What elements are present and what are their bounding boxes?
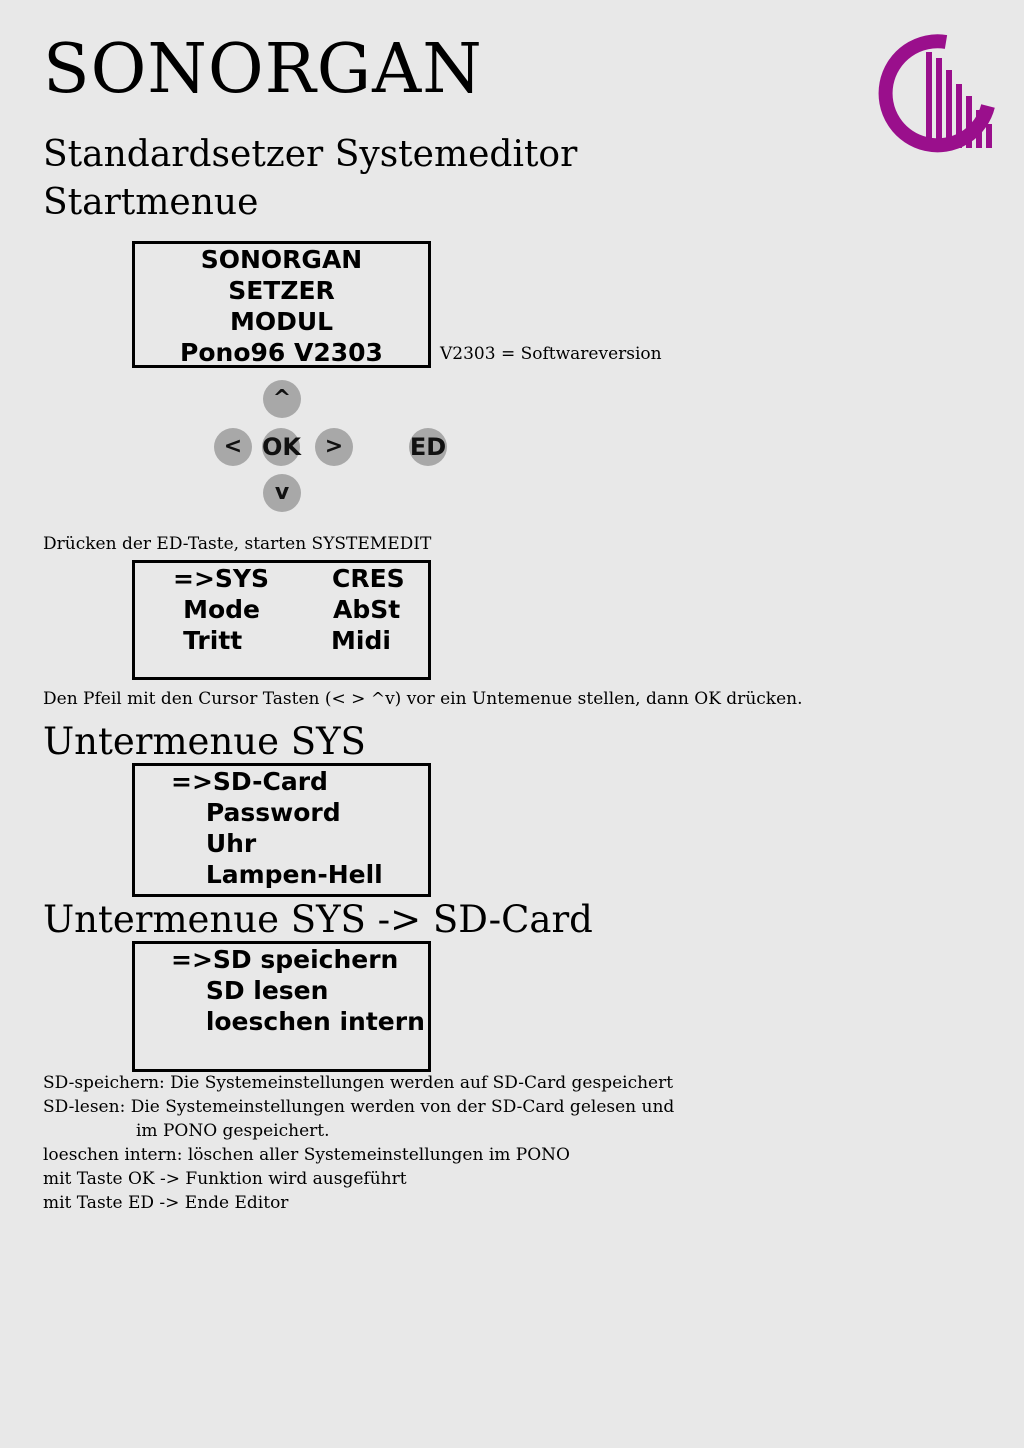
note-line: im PONO gespeichert. (136, 1121, 330, 1141)
sdcard-menu-display (132, 941, 431, 1072)
menu-entry: Mode (157, 595, 261, 624)
right-key-button[interactable]: > (315, 428, 353, 466)
menu-entry: =>SD-Card (171, 767, 328, 796)
note-line: mit Taste ED -> Ende Editor (43, 1193, 289, 1213)
menu-entry: Tritt (157, 626, 243, 655)
sonorgan-logo-icon (876, 28, 1002, 154)
up-key-button[interactable]: ^ (263, 380, 301, 418)
menu-entry: AbSt (333, 595, 401, 624)
note-line: mit Taste OK -> Funktion wird ausgeführt (43, 1169, 407, 1189)
menu-entry: =>SYS (173, 564, 270, 593)
note-line: SD-lesen: Die Systemeinstellungen werden von der SD-Card gelesen und (43, 1097, 675, 1117)
ed-key-button[interactable]: ED (409, 428, 447, 466)
menu-entry: Lampen-Hell (171, 860, 383, 889)
cursor-hint: Den Pfeil mit den Cursor Tasten (< > ^v) vor ein Untemenue stellen, dann OK drücken. (43, 689, 803, 709)
menu-entry: CRES (332, 564, 405, 593)
systemedit-intro: Drücken der ED-Taste, starten SYSTEMEDIT (43, 534, 432, 554)
down-key-button[interactable]: v (263, 474, 301, 512)
sys-menu-display (132, 763, 431, 897)
menu-entry: Uhr (171, 829, 257, 858)
display-line: SONORGAN (200, 245, 363, 274)
page-title: SONORGAN (43, 30, 483, 109)
page-subtitle: Standardsetzer Systemeditor (43, 134, 578, 175)
systemedit-display (132, 560, 431, 680)
display-line: Pono96 V2303 (180, 338, 383, 367)
section-heading-sdcard: Untermenue SYS -> SD-Card (43, 898, 593, 941)
section-heading-sys: Untermenue SYS (43, 720, 366, 763)
left-key-button[interactable]: < (214, 428, 252, 466)
menu-entry: =>SD speichern (171, 945, 399, 974)
section-heading-startmenue: Startmenue (43, 182, 259, 223)
version-note: V2303 = Softwareversion (440, 344, 662, 364)
note-line: loeschen intern: löschen aller Systemeinstellungen im PONO (43, 1145, 570, 1165)
note-line: SD-speichern: Die Systemeinstellungen werden auf SD-Card gespeichert (43, 1073, 674, 1093)
menu-entry: Password (171, 798, 341, 827)
ok-key-button[interactable]: OK (262, 428, 300, 466)
menu-entry: loeschen intern (171, 1007, 425, 1036)
display-line: MODUL (229, 307, 334, 336)
display-line: SETZER (228, 276, 335, 305)
menu-entry: Midi (331, 626, 391, 655)
menu-entry: SD lesen (171, 976, 329, 1005)
start-display (132, 241, 431, 368)
